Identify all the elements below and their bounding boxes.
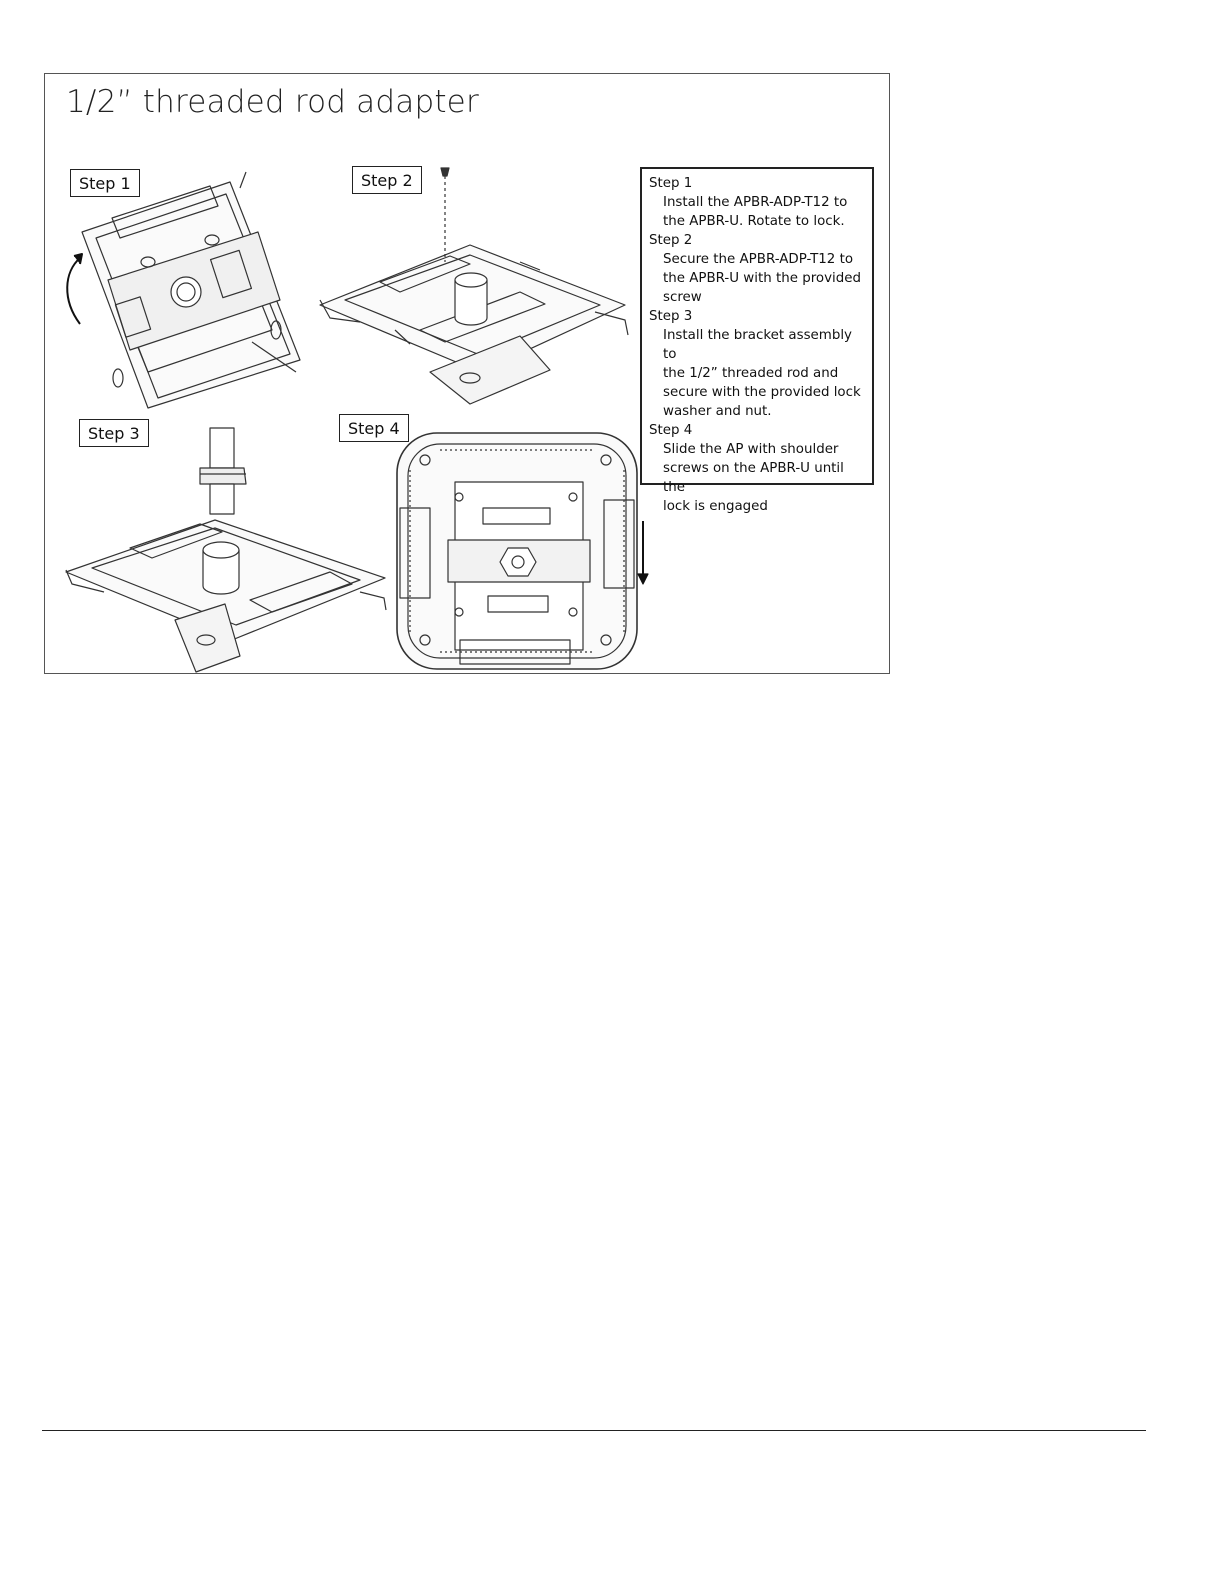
instruction-line: Install the APBR-ADP-T12 to: [663, 195, 848, 210]
step3-label: Step 3: [79, 419, 149, 447]
instruction-heading: Step 3: [649, 309, 693, 324]
instruction-line: screw: [663, 290, 702, 305]
instruction-line: Install the bracket assembly to: [663, 328, 852, 362]
step3-bracket-drawing: [66, 520, 386, 672]
step4-label: Step 4: [339, 414, 409, 442]
step4-ap-drawing: [397, 433, 637, 669]
step2-label: Step 2: [352, 166, 422, 194]
step1-bracket-drawing: [82, 172, 300, 408]
instructions-box: [640, 167, 874, 514]
instruction-line: washer and nut.: [663, 404, 772, 419]
instruction-line: screws on the APBR-U until the: [663, 461, 844, 495]
instruction-line: lock is engaged: [663, 499, 768, 514]
step2-bracket-drawing: [320, 245, 628, 404]
instruction-line: the APBR-U with the provided: [663, 271, 861, 286]
instruction-line: Slide the AP with shoulder: [663, 442, 839, 457]
instruction-line: the 1/2” threaded rod and: [663, 366, 839, 381]
step1-label: Step 1: [70, 169, 140, 197]
footer-divider: [42, 1430, 1146, 1431]
instruction-line: the APBR-U. Rotate to lock.: [663, 214, 845, 229]
screw-icon: [441, 168, 449, 262]
instruction-line: Secure the APBR-ADP-T12 to: [663, 252, 854, 267]
instruction-heading: Step 1: [649, 176, 693, 191]
threaded-rod-drawing: [200, 428, 246, 514]
instruction-line: secure with the provided lock: [663, 385, 861, 400]
curved-arrow-icon: [67, 254, 82, 324]
down-arrow-icon: [638, 521, 648, 584]
instruction-heading: Step 2: [649, 233, 693, 248]
instruction-heading: Step 4: [649, 423, 693, 438]
page-title: 1/2” threaded rod adapter: [66, 84, 479, 120]
